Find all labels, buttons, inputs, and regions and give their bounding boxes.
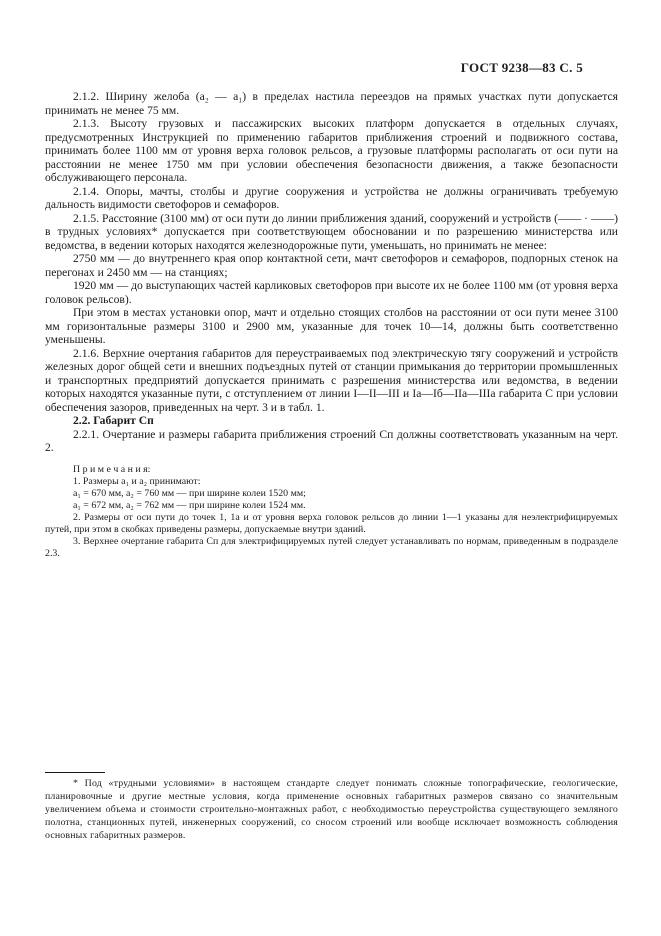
section-heading-2-2: 2.2. Габарит Сп: [73, 414, 154, 427]
paragraph-2-2-1: 2.2.1. Очертание и размеры габарита приближения строений Сп должны соответствовать указанным на черт. 2.: [45, 427, 618, 454]
note-item-1-size-1520: a₁ = 670 мм, a₂ = 760 мм — при ширине колеи 1520 мм;: [73, 487, 306, 499]
footnote-block: [45, 772, 618, 842]
paragraph-2-1-6: 2.1.6. Верхние очертания габаритов для переустраиваемых под электрическую тягу сооружений и устройств железных дорог общей сети и внешних подъездных путей от станции примыкания до территории промышленных и транспортных предприятий допускается принимать с разрешения министерства или ведомства, в ведении которых находятся указанные пути, с отступлением от линии I—II—III и Iа—Iб—IIа—IIIа габарита С при условии обеспечения зазоров, приведенных на черт. 3 и в табл. 1.: [45, 346, 618, 414]
paragraph-2-1-2: 2.1.2. Ширину желоба (a₂ — a₁) в пределах настила переездов на прямых участках пути допускается принимать не менее 75 мм.: [45, 90, 618, 117]
paragraph-pri-etom: При этом в местах установки опор, мачт и отдельно стоящих столбов на расстоянии от оси пути менее 3100 мм горизонтальные размеры 3100 и 2900 мм, указанные для точек 10—14, должны быть соответственно уменьшены.: [45, 306, 618, 346]
paragraph-2-1-5: 2.1.5. Расстояние (3100 мм) от оси пути до линии приближения зданий, сооружений и устройств (—— · ——) в трудных условиях* допускается при соответствующем обосновании и по разрешению министерства или ведомства, в ведении которых находятся железнодорожные пути, уменьшать, но принимать не менее:: [45, 211, 618, 252]
notes-label: П р и м е ч а н и я:: [73, 463, 151, 475]
paragraph-1920mm: 1920 мм — до выступающих частей карликовых светофоров при высоте их не более 1100 мм (от уровня верха головок рельсов).: [45, 279, 618, 306]
paragraph-2-1-4: 2.1.4. Опоры, мачты, столбы и другие сооружения и устройства не должны ограничивать требуемую дальность видимости светофоров и семафоров.: [45, 184, 618, 211]
footnote-rule: [45, 772, 105, 773]
paragraph-2-1-3: 2.1.3. Высоту грузовых и пассажирских высоких платформ допускается в отдельных случаях, предусмотренных Инструкцией по применению габаритов приближения строений и подвижного состава, принимать более 1100 мм от уровня верха головок рельсов, а грузовые платформы располагать от оси пути на расстоянии не менее 1750 мм при условии обеспечения безопасности движения, а также безопасности обслуживающего персонала.: [45, 117, 618, 184]
paragraph-2750mm: 2750 мм — до внутреннего края опор контактной сети, мачт светофоров и семафоров, подпорных стенок на перегонах и 2450 мм — на станциях;: [45, 252, 618, 279]
note-item-1-size-1524: a₁ = 672 мм, a₂ = 762 мм — при ширине колеи 1524 мм.: [73, 499, 306, 511]
note-item-2: 2. Размеры от оси пути до точек 1, 1а и от уровня верха головок рельсов до линии 1—1 указаны для неэлектрифицируемых путей, при этом в скобках приведены размеры, допускаемые внутри зданий.: [45, 511, 618, 535]
document-content: [45, 90, 618, 560]
notes-block: [45, 464, 618, 560]
note-item-1: 1. Размеры a₁ и a₂ принимают:: [73, 475, 201, 487]
note-item-3: 3. Верхнее очертание габарита Сп для электрифицируемых путей следует устанавливать по нормам, приведенным в подразделе 2.3.: [45, 535, 618, 559]
page-header: ГОСТ 9238—83 С. 5: [460, 60, 583, 75]
footnote-text: * Под «трудными условиями» в настоящем стандарте следует понимать сложные топографические, геологические, планировочные и другие местные условия, когда применение основных габаритных размеров связано со значительным увеличением объема и стоимости строительно-монтажных работ, с необходимостью переустройства существующего земляного полотна, станционных путей, инженерных сооружений, со сносом строений или вообще исключает возможность соблюдения основных габаритных размеров.: [45, 778, 618, 841]
